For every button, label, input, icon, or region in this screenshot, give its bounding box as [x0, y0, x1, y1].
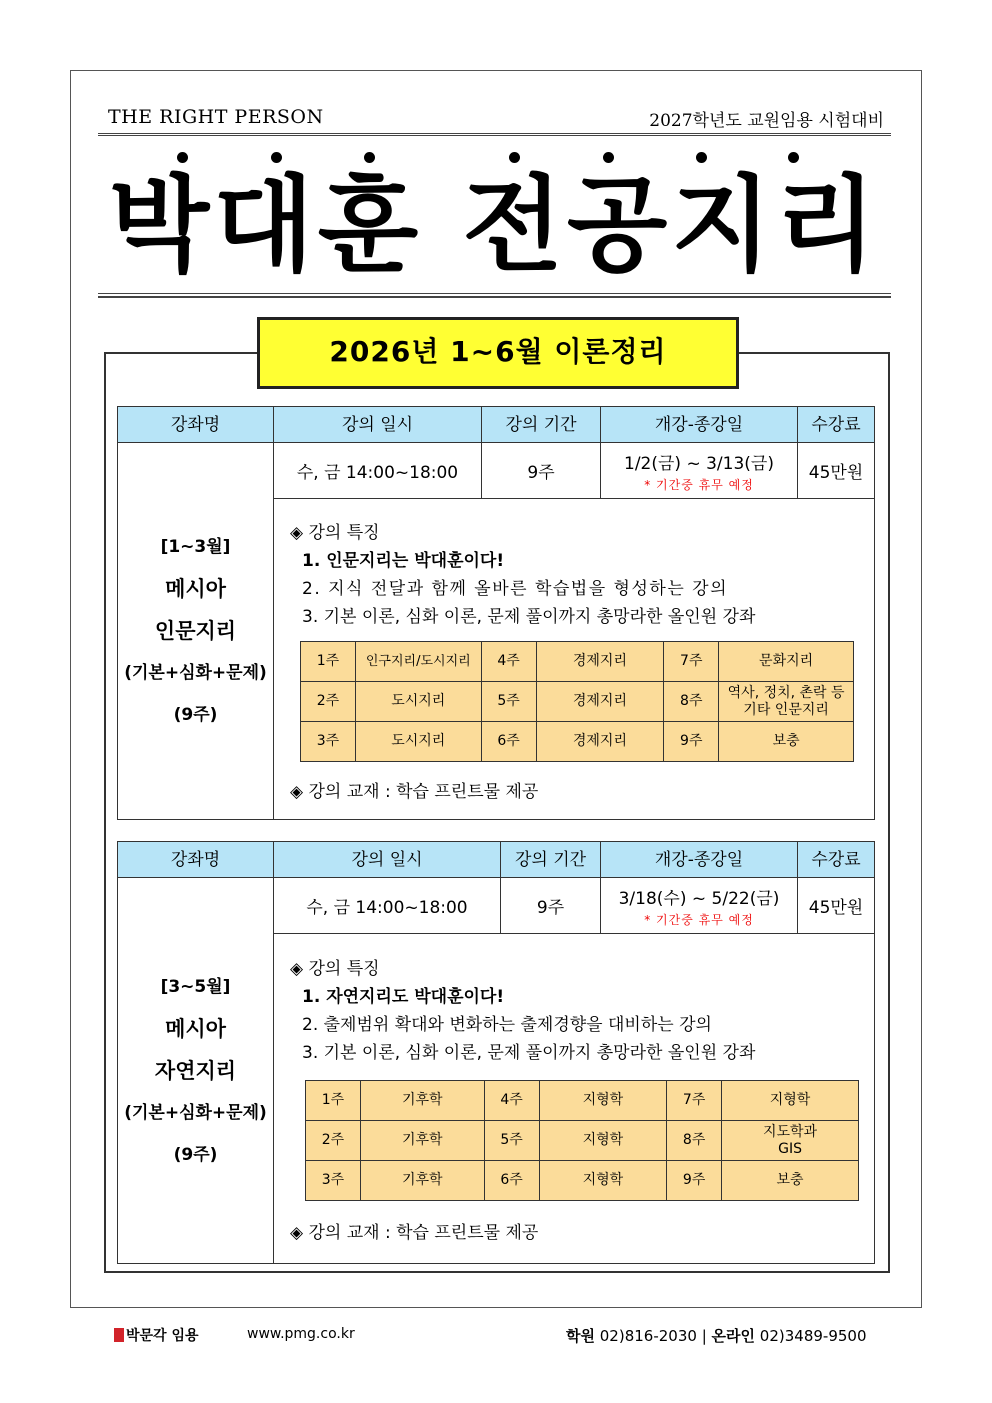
week-topic: 경제지리 [536, 642, 664, 682]
online-label: 온라인 [711, 1327, 756, 1345]
header-schedule: 강의 일시 [274, 842, 501, 878]
week-number: 4주 [481, 642, 536, 682]
table-row [306, 1121, 859, 1161]
schedule-value: 수, 금 14:00~18:00 [274, 878, 501, 934]
table-row [306, 1161, 859, 1201]
table-row [301, 642, 854, 682]
week-topic: 보충 [719, 722, 854, 762]
feature-item: 1. 인문지리는 박대훈이다! [302, 551, 505, 571]
course-weeks: (9주) [173, 1144, 218, 1165]
feature-item: 1. 자연지리도 박대훈이다! [302, 987, 505, 1007]
course-weeks: (9주) [173, 705, 218, 725]
header-period: 개강-종강일 [601, 407, 798, 443]
main-title: 박대훈 전공지리 [108, 164, 881, 286]
logo-mark-icon [114, 1328, 124, 1342]
week-number: 2주 [306, 1121, 361, 1161]
header-fee: 수강료 [798, 407, 874, 443]
course-name-line1: 메시아 [165, 577, 226, 601]
week-topic: 역사, 정치, 촌락 등 기타 인문지리 [719, 682, 854, 722]
week-topic: 경제지리 [536, 682, 664, 722]
week-topic: 기후학 [360, 1161, 484, 1201]
brand-text: THE RIGHT PERSON [108, 106, 324, 128]
exam-text: 2027학년도 교원임용 시험대비 [649, 111, 884, 131]
holiday-note: * 기간중 휴무 예정 [644, 477, 754, 492]
week-number: 9주 [664, 722, 719, 762]
top-rule [98, 133, 891, 136]
week-topic: 인구지리/도시지리 [355, 642, 481, 682]
week-number: 8주 [664, 682, 719, 722]
week-topic: 기후학 [360, 1121, 484, 1161]
table-row [301, 682, 854, 722]
header-period: 개강-종강일 [601, 842, 798, 878]
feature-block [290, 955, 755, 1067]
textbook-info: ◈ 강의 교재 : 학습 프린트물 제공 [290, 777, 538, 802]
table-row [306, 1081, 859, 1121]
week-number: 4주 [484, 1081, 539, 1121]
week-number: 5주 [481, 682, 536, 722]
week-topic: 보충 [722, 1161, 859, 1201]
course-title-cell [118, 443, 274, 819]
feature-heading: ◈ 강의 특징 [290, 955, 755, 983]
weekly-plan-table [305, 1080, 859, 1201]
separator: | [701, 1327, 712, 1345]
period-value: 3/18(수) ~ 5/22(금) [618, 888, 780, 909]
publisher-logo [114, 1325, 199, 1345]
course-section-physical [117, 841, 875, 1264]
week-topic: 기후학 [360, 1081, 484, 1121]
weekly-plan-table [300, 641, 854, 762]
header-duration: 강의 기간 [501, 842, 601, 878]
course-composition: (기본+심화+문제) [124, 663, 267, 683]
banner-title: 2026년 1~6월 이론정리 [257, 317, 739, 389]
week-topic: 지형학 [539, 1081, 667, 1121]
online-phone: 02)3489-9500 [759, 1327, 867, 1345]
course-composition: (기본+심화+문제) [124, 1102, 267, 1123]
week-number: 7주 [664, 642, 719, 682]
week-number: 1주 [301, 642, 356, 682]
course-name-line2: 자연지리 [154, 1058, 237, 1083]
feature-block [290, 519, 755, 631]
week-topic: 지형학 [539, 1121, 667, 1161]
week-number: 6주 [484, 1161, 539, 1201]
header-course-name: 강좌명 [118, 407, 274, 443]
course-months: [3~5월] [160, 976, 231, 997]
week-number: 5주 [484, 1121, 539, 1161]
header-schedule: 강의 일시 [274, 407, 482, 443]
week-number: 1주 [306, 1081, 361, 1121]
week-number: 7주 [667, 1081, 722, 1121]
academy-label: 학원 [566, 1327, 595, 1345]
header-fee: 수강료 [798, 842, 874, 878]
week-number: 6주 [481, 722, 536, 762]
course-name-line1: 메시아 [165, 1016, 226, 1041]
week-number: 8주 [667, 1121, 722, 1161]
feature-item: 2. 지식 전달과 함께 올바른 학습법을 형성하는 강의 [302, 579, 728, 599]
course-months: [1~3월] [160, 537, 231, 557]
week-topic: 문화지리 [719, 642, 854, 682]
duration-value: 9주 [501, 878, 601, 934]
feature-heading: ◈ 강의 특징 [290, 519, 755, 547]
week-topic: 경제지리 [536, 722, 664, 762]
logo-text: 박문각 임용 [126, 1328, 199, 1344]
schedule-value: 수, 금 14:00~18:00 [274, 443, 482, 499]
week-number: 2주 [301, 682, 356, 722]
period-cell [601, 443, 798, 499]
week-topic: 지형학 [539, 1161, 667, 1201]
contact-info [566, 1325, 867, 1346]
website-link[interactable]: www.pmg.co.kr [247, 1326, 355, 1342]
period-cell [601, 878, 798, 934]
header-duration: 강의 기간 [482, 407, 601, 443]
week-number: 3주 [301, 722, 356, 762]
week-number: 3주 [306, 1161, 361, 1201]
header-course-name: 강좌명 [118, 842, 274, 878]
week-topic: 지도학과 GIS [722, 1121, 859, 1161]
week-topic: 지형학 [722, 1081, 859, 1121]
title-rule [98, 293, 891, 298]
academy-phone: 02)816-2030 [599, 1327, 697, 1345]
period-value: 1/2(금) ~ 3/13(금) [624, 453, 774, 474]
course-section-human [117, 406, 875, 820]
fee-value: 45만원 [798, 878, 874, 934]
week-number: 9주 [667, 1161, 722, 1201]
textbook-info: ◈ 강의 교재 : 학습 프린트물 제공 [290, 1218, 538, 1243]
holiday-note: * 기간중 휴무 예정 [644, 912, 754, 927]
feature-item: 2. 출제범위 확대와 변화하는 출제경향을 대비하는 강의 [302, 1015, 712, 1035]
duration-value: 9주 [482, 443, 601, 499]
week-topic: 도시지리 [355, 682, 481, 722]
week-topic: 도시지리 [355, 722, 481, 762]
course-title-cell [118, 878, 274, 1263]
course-name-line2: 인문지리 [154, 619, 237, 643]
fee-value: 45만원 [798, 443, 874, 499]
feature-item: 3. 기본 이론, 심화 이론, 문제 풀이까지 총망라한 올인원 강좌 [302, 1043, 756, 1063]
feature-item: 3. 기본 이론, 심화 이론, 문제 풀이까지 총망라한 올인원 강좌 [302, 607, 756, 627]
table-row [301, 722, 854, 762]
